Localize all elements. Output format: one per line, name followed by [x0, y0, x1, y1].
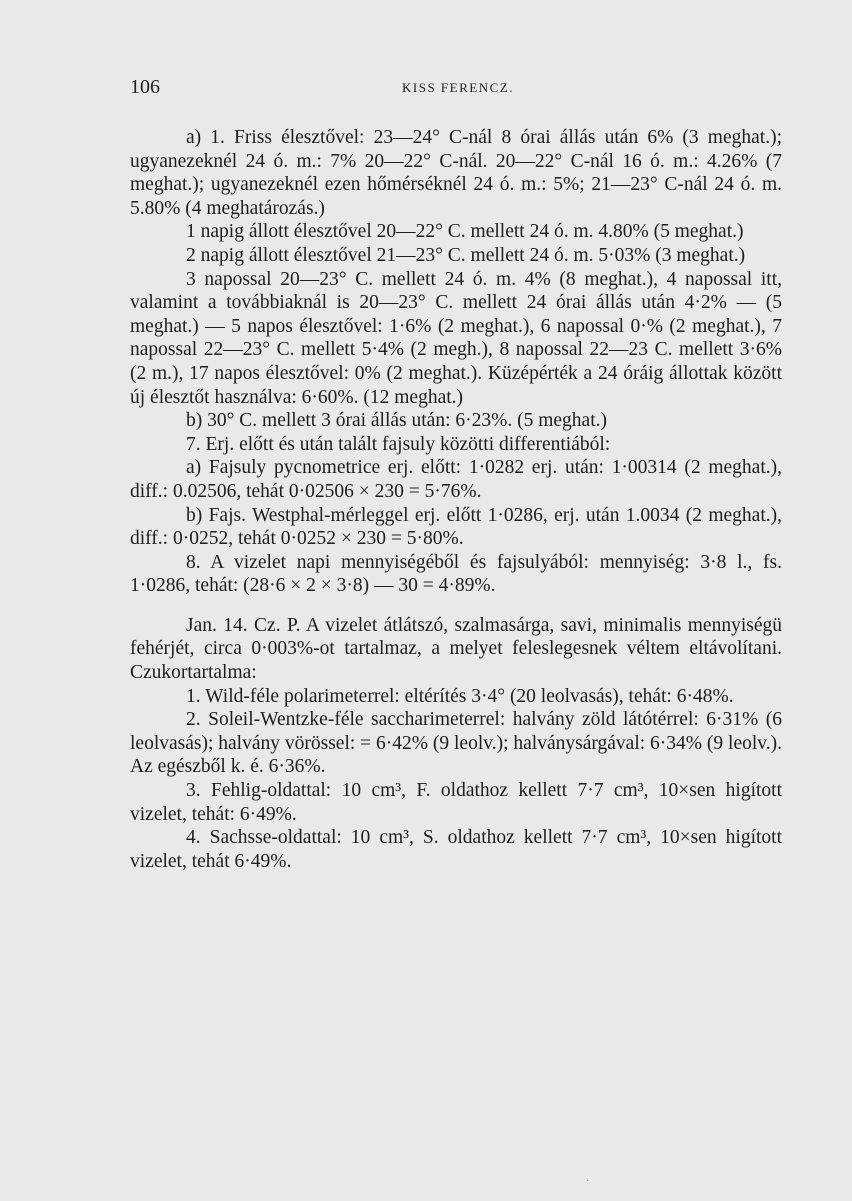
paragraph-fehling: 3. Fehlig-oldattal: 10 cm³, F. oldathoz kellett 7·7 cm³, 10×sen higított vizelet, tehát: 6·49%. [130, 780, 782, 825]
paragraph-soleil-wentzke: 2. Soleil-Wentzke-féle saccharimeterrel: halvány zöld látótérrel: 6·31% (6 leolvasás); halvány vörössel: = 6·42% (9 leolv.); halványsárgával: 6·34% (9 leolv.). Az egészből k. é. 6·36%. [130, 709, 782, 778]
paragraph-30-degrees: b) 30° C. mellett 3 órai állás után: 6·23%. (5 meghat.) [186, 410, 607, 432]
running-title: KISS FERENCZ. [402, 80, 514, 95]
paragraph-fermentation-fresh-yeast: a) 1. Friss élesztővel: 23—24° C-nál 8 órai állás után 6% (3 meghat.); ugyanezeknél 24 ó. m.: 7% 20—22° C-nál. 20—22° C-nál 16 ó. m.: 4.26% (7 meghat.); ugyanezeknél ezen hőmérséknél 24 ó. m.: 5%; 21—23° C-nál 24 ó. m. 5.80% (4 meghatározás.) [130, 127, 782, 219]
paragraph-specific-gravity-heading: 7. Erj. előtt és után talált fajsuly közötti differentiából: [186, 433, 611, 455]
paragraph-sachsse: 4. Sachsse-oldattal: 10 cm³, S. oldathoz kellett 7·7 cm³, 10×sen higított vizelet, tehát 6·49%. [130, 827, 782, 872]
paragraph-jan-14: Jan. 14. Cz. P. A vizelet átlátszó, szalmasárga, savi, minimalis mennyiségü fehérjét, circa 0·003%-ot tartalmaz, a melyet feleslegesnek véltem eltávolítani. Czukortartalma: [130, 614, 782, 684]
page-number: 106 [130, 76, 160, 98]
paragraph-pycnometer: a) Fajsuly pycnometrice erj. előtt: 1·0282 erj. után: 1·00314 (2 meghat.), diff.: 0.02506, tehát 0·02506 × 230 = 5·76%. [130, 457, 782, 502]
paragraph-1-day-yeast: 1 napig állott élesztővel 20—22° C. mellett 24 ó. m. 4.80% (5 meghat.) [186, 221, 744, 243]
paragraph-2-day-yeast: 2 napig állott élesztővel 21—23° C. mellett 24 ó. m. 5·03% (3 meghat.) [186, 244, 746, 266]
print-speck: · [586, 1176, 590, 1187]
page-body [130, 126, 782, 873]
paragraph-daily-quantity: 8. A vizelet napi mennyiségéből és fajsulyából: mennyiség: 3·8 l., fs. 1·0286, tehát: (28·6 × 2 × 3·8) — 30 = 4·89%. [130, 551, 782, 597]
paragraph-westphal: b) Fajs. Westphal-mérleggel erj. előtt 1·0286, erj. után 1.0034 (2 meghat.), diff.: 0·0252, tehát 0·0252 × 230 = 5·80%. [130, 504, 782, 550]
page-header [130, 76, 790, 100]
paragraph-3-day-yeast: 3 napossal 20—23° C. mellett 24 ó. m. 4% (8 meghat.), 4 napossal itt, valamint a továbbiaknál is 20—23° C. mellett 24 órai állás után 4·2% — (5 meghat.) — 5 napos élesztővel: 1·6% (2 meghat.), 6 napossal 0·% (2 meghat.), 7 napossal 22—23° C. mellett 5·4% (2 megh.), 8 napossal 22—23 C. mellett 3·6% (2 m.), 17 napos élesztővel: 0% (2 meghat.). Küzépérték a 24 óráig állottak között új élesztőt használva: 6·60%. (12 meghat.) [130, 268, 782, 408]
paragraph-wild-polarimeter: 1. Wild-féle polarimeterrel: eltérítés 3·4° (20 leolvasás), tehát: 6·48%. [186, 685, 734, 707]
